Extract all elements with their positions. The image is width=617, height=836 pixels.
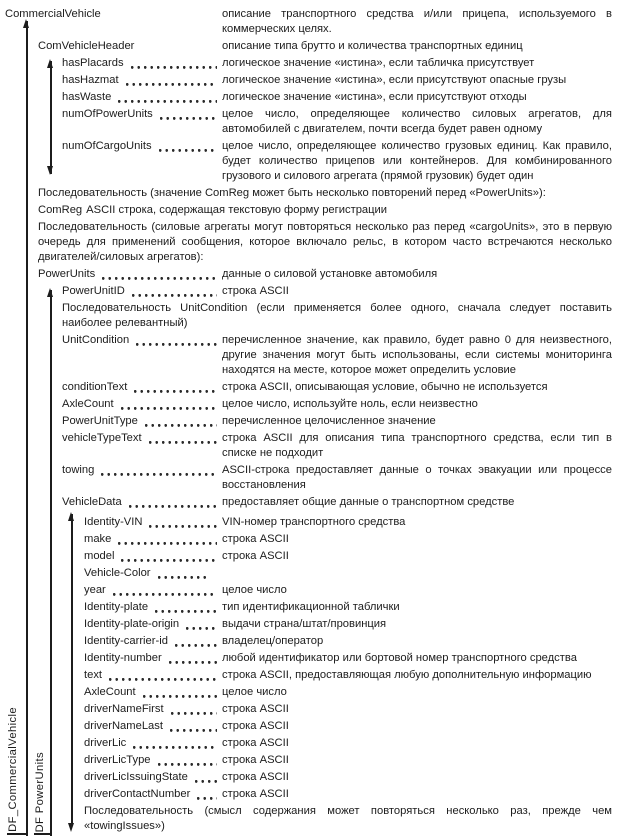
field-row bbox=[5, 770, 612, 785]
field-name: driverLicType bbox=[84, 754, 151, 766]
field-name: numOfCargoUnits bbox=[62, 140, 152, 152]
field-description: строка ASCII для описания типа транспортного средства, если тип в списке не подходит bbox=[222, 432, 612, 459]
field-description: строка ASCII bbox=[222, 720, 289, 732]
field-row bbox=[5, 736, 612, 751]
field-description: VIN-номер транспортного средства bbox=[222, 516, 406, 528]
dotted-leader bbox=[100, 267, 217, 282]
field-description: логическое значение «истина», если присутствуют опасные грузы bbox=[222, 74, 567, 86]
field-name: AxleCount bbox=[62, 398, 114, 410]
field-name: driverContactNumber bbox=[84, 788, 191, 800]
field-description: строка ASCII bbox=[222, 754, 289, 766]
field-description: любой идентификатор или бортовой номер транспортного средства bbox=[222, 652, 577, 664]
field-row bbox=[5, 139, 612, 184]
field-row bbox=[5, 39, 612, 54]
field-name: driverNameLast bbox=[84, 720, 163, 732]
field-name: year bbox=[84, 584, 106, 596]
dotted-leader bbox=[147, 431, 217, 446]
field-name: driverLic bbox=[84, 737, 127, 749]
field-row bbox=[5, 515, 612, 530]
field-name: Identity-plate bbox=[84, 601, 149, 613]
field-row bbox=[5, 333, 612, 378]
field-row bbox=[5, 787, 612, 802]
field-row bbox=[5, 495, 612, 510]
field-description: строка ASCII bbox=[222, 550, 289, 562]
field-name: Vehicle-Color bbox=[84, 567, 151, 579]
field-name: CommercialVehicle bbox=[5, 8, 101, 20]
spacer bbox=[106, 7, 217, 22]
spec-rows bbox=[5, 7, 612, 836]
field-description: описание транспортного средства и/или прицепа, используемого в коммерческих целях. bbox=[222, 8, 612, 35]
dotted-leader bbox=[134, 333, 217, 348]
sequence-note: Последовательность (силовые агрегаты могут повторяться несколько раз перед «cargoUnits», это в первую очередь для применений сообщения, которое включало рельс, в котором часто встречаются несколько двигателей/силовых агрегатов): bbox=[38, 221, 612, 263]
field-row bbox=[5, 56, 612, 71]
field-description: описание типа брутто и количества транспортных единиц bbox=[222, 40, 523, 52]
field-row bbox=[5, 651, 612, 666]
field-row bbox=[5, 753, 612, 768]
field-description: ASCII строка, содержащая текстовую форму регистрации bbox=[86, 204, 388, 216]
field-row bbox=[5, 267, 612, 282]
field-name: Identity-carrier-id bbox=[84, 635, 168, 647]
field-row bbox=[5, 203, 612, 218]
spacer bbox=[139, 39, 217, 54]
field-description: строка ASCII bbox=[222, 788, 289, 800]
field-row bbox=[5, 414, 612, 429]
sequence-note: Последовательность UnitCondition (если применяется более одного, сначала следует поставить наиболее релевантный) bbox=[62, 302, 612, 329]
field-description: выдачи страна/штат/провинция bbox=[222, 618, 387, 630]
field-row bbox=[5, 107, 612, 137]
dotted-leader bbox=[124, 73, 217, 88]
dotted-leader bbox=[169, 702, 217, 717]
field-description: строка ASCII bbox=[222, 533, 289, 545]
df-commercialvehicle-label: DF_CommercialVehicle bbox=[7, 707, 19, 832]
field-row bbox=[5, 397, 612, 412]
field-name: PowerUnits bbox=[38, 268, 96, 280]
field-name: conditionText bbox=[62, 381, 128, 393]
field-description: целое число, определяющее количество грузовых единиц. Как правило, будет количество прицепов или контейнеров. Для комбинированного грузового и силового агрегата (прямой грузовик) будет один bbox=[222, 140, 612, 182]
field-description: перечисленное целочисленное значение bbox=[222, 415, 436, 427]
sequence-note: Последовательность (значение ComReg может быть несколько повторений перед «PowerUnits»): bbox=[38, 187, 546, 199]
dotted-leader bbox=[99, 463, 217, 478]
field-row bbox=[5, 532, 612, 547]
field-name: text bbox=[84, 669, 103, 681]
field-row bbox=[5, 90, 612, 105]
field-row bbox=[5, 719, 612, 734]
field-description: строка ASCII bbox=[222, 285, 289, 297]
field-description: строка ASCII, описывающая условие, обычно не используется bbox=[222, 381, 548, 393]
field-description: перечисленное значение, как правило, будет равно 0 для неизвестного, другие значения могут быть использованы, если системы мониторинга находятся на месте, которое может определить условие bbox=[222, 334, 612, 376]
field-description: строка ASCII bbox=[222, 737, 289, 749]
field-name: AxleCount bbox=[84, 686, 136, 698]
field-name: hasWaste bbox=[62, 91, 112, 103]
field-name: Identity-plate-origin bbox=[84, 618, 180, 630]
dotted-leader bbox=[143, 414, 217, 429]
field-row bbox=[5, 617, 612, 632]
field-row bbox=[5, 583, 612, 598]
dotted-leader bbox=[107, 668, 217, 683]
field-name: UnitCondition bbox=[62, 334, 130, 346]
field-name: towing bbox=[62, 464, 95, 476]
field-description: владелец/оператор bbox=[222, 635, 324, 647]
field-name: driverLicIssuingState bbox=[84, 771, 188, 783]
field-row bbox=[5, 73, 612, 88]
dotted-leader bbox=[130, 284, 217, 299]
dotted-leader bbox=[158, 107, 217, 122]
field-row bbox=[5, 685, 612, 700]
field-name: PowerUnitID bbox=[62, 285, 125, 297]
field-name: hasHazmat bbox=[62, 74, 119, 86]
dotted-leader bbox=[132, 380, 217, 395]
field-name: Identity-VIN bbox=[84, 516, 143, 528]
field-name: VehicleData bbox=[62, 496, 122, 508]
field-description: логическое значение «истина», если присутствуют отходы bbox=[222, 91, 527, 103]
field-name: Identity-number bbox=[84, 652, 162, 664]
field-description: целое число, используйте ноль, если неизвестно bbox=[222, 398, 478, 410]
field-description: строка ASCII, предоставляющая любую дополнительную информацию bbox=[222, 669, 592, 681]
df-powerunits-label: DF PowerUnits bbox=[34, 751, 46, 832]
field-description: логическое значение «истина», если табличка присутствует bbox=[222, 57, 535, 69]
dotted-leader bbox=[153, 600, 217, 615]
field-row bbox=[5, 431, 612, 461]
field-name: hasPlacards bbox=[62, 57, 124, 69]
field-description: целое число bbox=[222, 584, 287, 596]
field-name: vehicleTypeText bbox=[62, 432, 142, 444]
dotted-leader bbox=[131, 736, 217, 751]
field-row bbox=[5, 380, 612, 395]
field-name: ComReg bbox=[38, 204, 83, 216]
dotted-leader bbox=[127, 495, 217, 510]
field-row bbox=[5, 600, 612, 615]
dotted-leader bbox=[119, 549, 217, 564]
field-description: целое число bbox=[222, 686, 287, 698]
field-description: данные о силовой установке автомобиля bbox=[222, 268, 438, 280]
field-description: строка ASCII bbox=[222, 771, 289, 783]
field-row bbox=[5, 463, 612, 493]
dotted-leader bbox=[111, 583, 217, 598]
dotted-leader bbox=[193, 770, 217, 785]
field-row bbox=[5, 702, 612, 717]
dotted-leader bbox=[141, 685, 217, 700]
field-row bbox=[5, 566, 612, 581]
dotted-leader bbox=[168, 719, 217, 734]
field-description: строка ASCII bbox=[222, 703, 289, 715]
field-row bbox=[5, 549, 612, 564]
field-description: тип идентификационной таблички bbox=[222, 601, 400, 613]
field-description: предоставляет общие данные о транспортном средстве bbox=[222, 496, 515, 508]
field-name: numOfPowerUnits bbox=[62, 108, 153, 120]
dotted-leader bbox=[147, 515, 217, 530]
field-description: целое число, определяющее количество силовых агрегатов, для автомобилей с двигателем, почти всегда будет равен одному bbox=[222, 108, 612, 135]
dotted-leader bbox=[173, 634, 217, 649]
dotted-leader bbox=[184, 617, 217, 632]
field-name: driverNameFirst bbox=[84, 703, 164, 715]
field-name: ComVehicleHeader bbox=[38, 40, 135, 52]
field-name: PowerUnitType bbox=[62, 415, 138, 427]
field-row bbox=[5, 634, 612, 649]
dotted-leader bbox=[156, 566, 208, 581]
dotted-leader bbox=[116, 532, 217, 547]
dotted-leader bbox=[195, 787, 217, 802]
dotted-leader bbox=[119, 397, 217, 412]
field-description: ASCII-строка предоставляет данные о точках эвакуации или процессе восстановления bbox=[222, 464, 612, 491]
dotted-leader bbox=[157, 139, 217, 154]
field-row bbox=[5, 668, 612, 683]
field-row bbox=[5, 7, 612, 37]
field-name: model bbox=[84, 550, 115, 562]
sequence-note: Последовательность (смысл содержания может повторяться несколько раз, прежде чем «towingIssues») bbox=[84, 805, 612, 832]
dotted-leader bbox=[167, 651, 217, 666]
dotted-leader bbox=[116, 90, 217, 105]
dotted-leader bbox=[156, 753, 217, 768]
field-name: make bbox=[84, 533, 112, 545]
dotted-leader bbox=[129, 56, 217, 71]
field-row bbox=[5, 284, 612, 299]
